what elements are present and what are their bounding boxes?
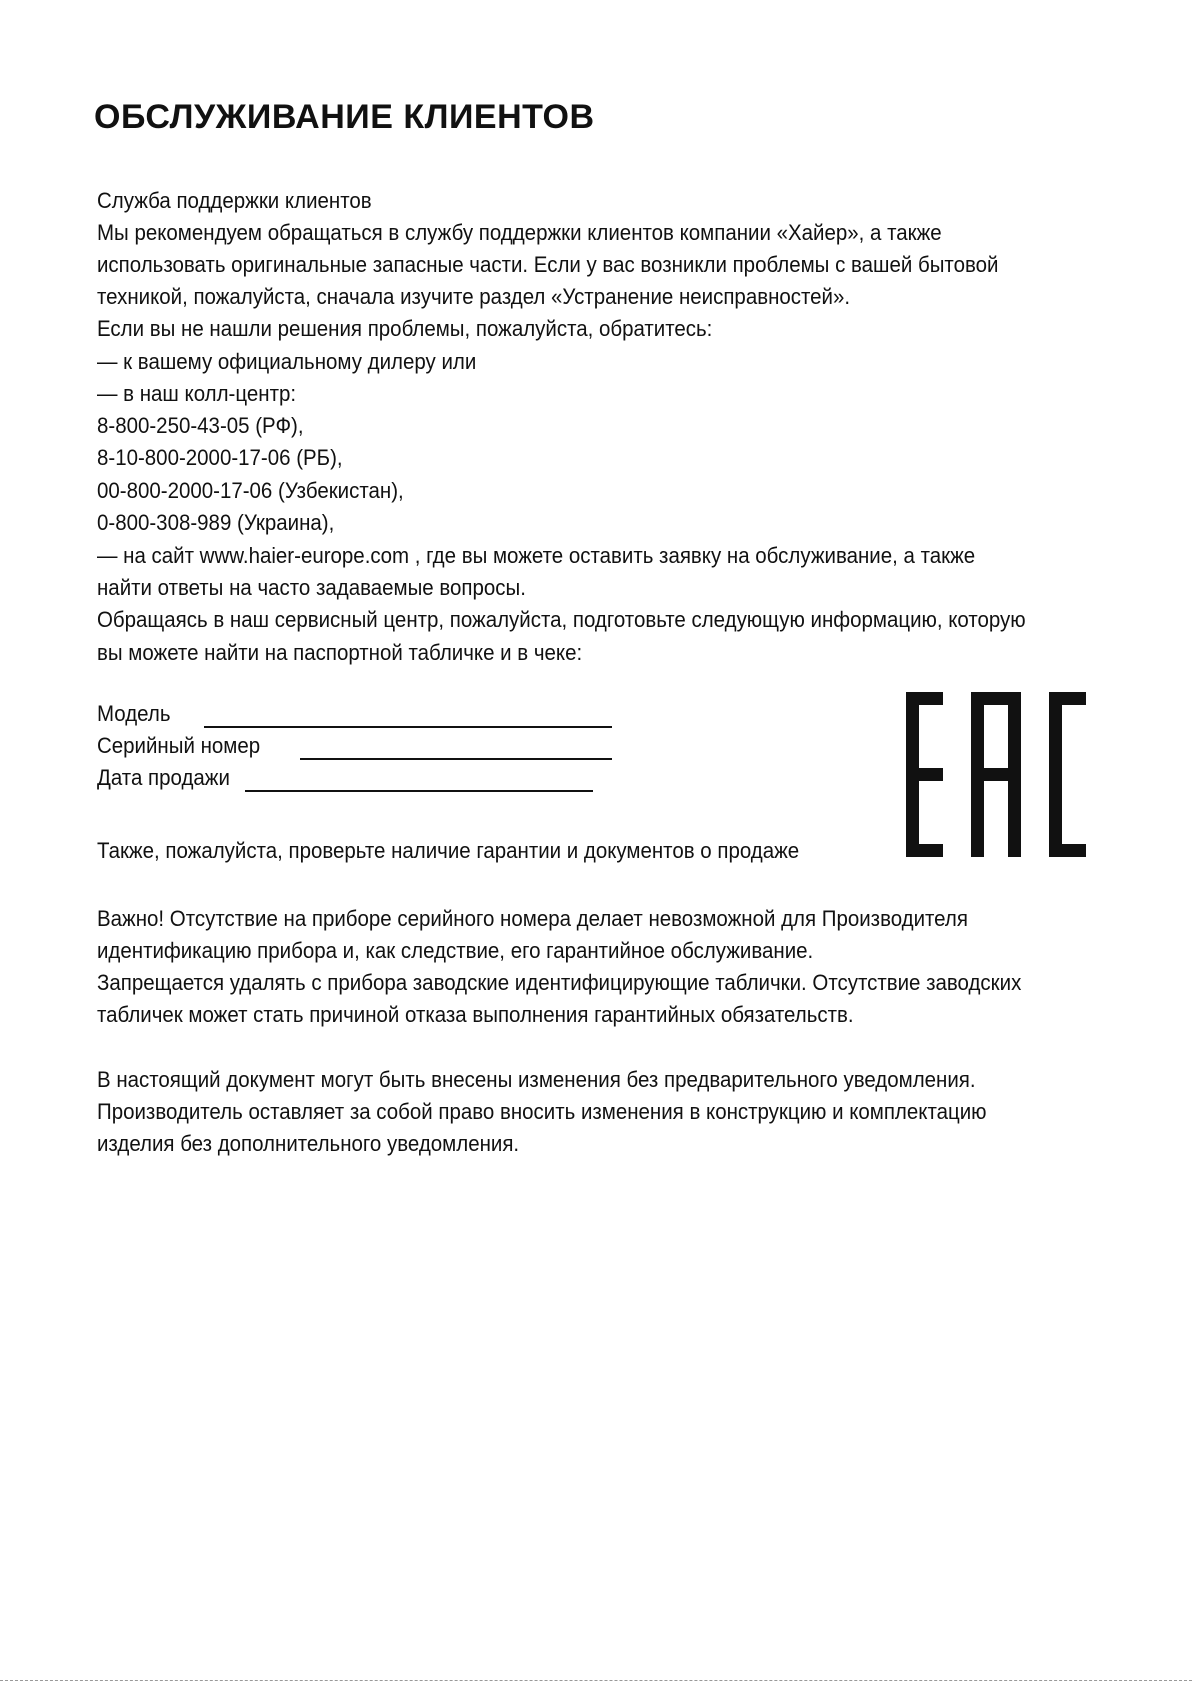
text-line: В настоящий документ могут быть внесены изменения без предварительного уведомления.	[97, 1067, 976, 1092]
text-line: найти ответы на часто задаваемые вопросы.	[97, 575, 526, 600]
text-line: Запрещается удалять с прибора заводские идентифицирующие таблички. Отсутствие заводских	[97, 970, 1022, 995]
sale-date-label: Дата продажи	[97, 765, 230, 790]
text-line: Производитель оставляет за собой право вносить изменения в конструкцию и комплектацию	[97, 1099, 987, 1124]
text-line: вы можете найти на паспортной табличке и в чеке:	[97, 640, 583, 665]
sale-date-field[interactable]	[245, 790, 593, 792]
model-field[interactable]	[204, 726, 612, 728]
text-line: — к вашему официальному дилеру или	[97, 349, 477, 374]
model-label: Модель	[97, 701, 171, 726]
text-line: техникой, пожалуйста, сначала изучите раздел «Устранение неисправностей».	[97, 284, 851, 309]
text-line: Обращаясь в наш сервисный центр, пожалуйста, подготовьте следующую информацию, которую	[97, 607, 1026, 632]
text-line: идентификацию прибора и, как следствие, его гарантийное обслуживание.	[97, 938, 814, 963]
phone-by: 8-10-800-2000-17-06 (РБ),	[97, 445, 343, 470]
text-line: изделия без дополнительного уведомления.	[97, 1131, 520, 1156]
text-line: Мы рекомендуем обращаться в службу поддержки клиентов компании «Хайер», а также	[97, 220, 942, 245]
text-line: табличек может стать причиной отказа выполнения гарантийных обязательств.	[97, 1002, 854, 1027]
check-note: Также, пожалуйста, проверьте наличие гарантии и документов о продаже	[97, 838, 800, 863]
phone-ua: 0-800-308-989 (Украина),	[97, 510, 335, 535]
text-line: использовать оригинальные запасные части. Если у вас возникли проблемы с вашей бытовой	[97, 252, 999, 277]
eac-certification-logo	[906, 692, 1086, 857]
text-line: — в наш колл-центр:	[97, 381, 297, 406]
phone-ru: 8-800-250-43-05 (РФ),	[97, 413, 304, 438]
page-title: ОБСЛУЖИВАНИЕ КЛИЕНТОВ	[94, 98, 595, 136]
serial-number-label: Серийный номер	[97, 733, 261, 758]
page-bottom-divider	[0, 1680, 1192, 1681]
website-line: — на сайт www.haier-europe.com , где вы можете оставить заявку на обслуживание, а также	[97, 543, 976, 568]
serial-number-field[interactable]	[300, 758, 612, 760]
text-line: Если вы не нашли решения проблемы, пожалуйста, обратитесь:	[97, 316, 713, 341]
text-line: Важно! Отсутствие на приборе серийного номера делает невозможной для Производителя	[97, 906, 968, 931]
phone-uz: 00-800-2000-17-06 (Узбекистан),	[97, 478, 404, 503]
text-line: Служба поддержки клиентов	[97, 188, 372, 213]
